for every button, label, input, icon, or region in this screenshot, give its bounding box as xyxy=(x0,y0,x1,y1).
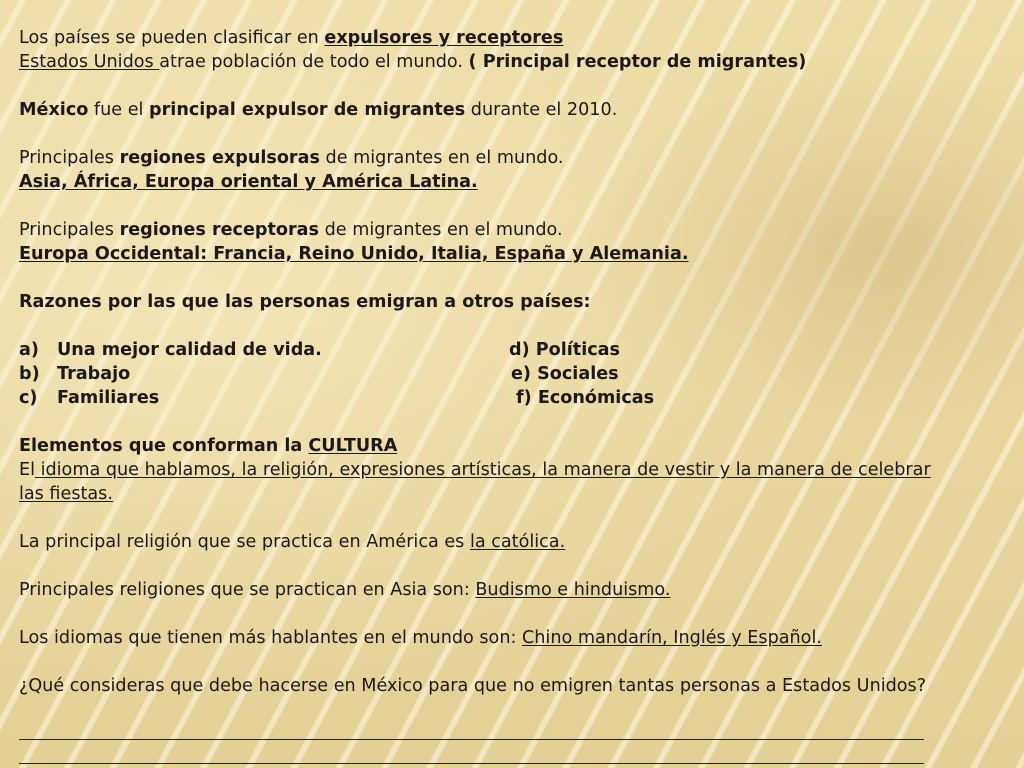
answer: Chino mandarín, Inglés y Español. xyxy=(522,628,822,648)
key-term: principal expulsor de migrantes xyxy=(149,100,466,120)
list-item: Trabajo xyxy=(57,364,131,384)
answer-line xyxy=(19,739,924,740)
country-name: Estados Unidos xyxy=(19,52,160,72)
text: atrae población de todo el mundo. xyxy=(159,52,469,72)
key-term: regiones receptoras xyxy=(119,220,320,240)
receptor-regions-answer xyxy=(19,242,1009,266)
text: Los idiomas que tienen más hablantes en el mundo son: xyxy=(19,628,522,648)
mexico-expulsor xyxy=(19,98,1009,122)
usa-receptor xyxy=(19,50,1009,74)
slide-content xyxy=(19,26,1009,698)
question xyxy=(19,674,959,698)
text: durante el 2010. xyxy=(465,100,618,120)
receptor-regions-heading xyxy=(19,218,1009,242)
list-item: Una mejor calidad de vida. xyxy=(57,340,322,360)
answer-line xyxy=(19,763,924,764)
reason-row xyxy=(19,362,1009,386)
text: de migrantes en el mundo. xyxy=(319,220,563,240)
question-text: ¿Qué consideras que debe hacerse en México para que no emigren tantas personas a Estados Unidos? xyxy=(19,676,927,696)
list-item: Familiares xyxy=(57,388,160,408)
text: Principales xyxy=(19,220,120,240)
culture-elements xyxy=(19,458,949,506)
answer: la católica. xyxy=(469,532,566,552)
text: Principales xyxy=(19,148,120,168)
languages xyxy=(19,626,1009,650)
list-letter: a) xyxy=(19,340,39,360)
answer: Asia, África, Europa oriental y América Latina. xyxy=(19,172,478,192)
key-term: expulsores y receptores xyxy=(324,28,564,48)
culture-heading xyxy=(19,434,1009,458)
text: Principales religiones que se practican en Asia son: xyxy=(19,580,476,600)
text: La principal religión que se practica en América es xyxy=(19,532,470,552)
countries-classification xyxy=(19,26,1009,50)
text: El xyxy=(19,460,36,480)
reason-row xyxy=(19,386,1009,410)
answer: Europa Occidental: Francia, Reino Unido, Italia, España y Alemania. xyxy=(19,244,689,264)
country-name: México xyxy=(19,100,89,120)
note: ( Principal receptor de migrantes) xyxy=(468,52,807,72)
answer: idioma que hablamos, la religión, expresiones artísticas, la manera de vestir y la manera de celebrar las fiestas. xyxy=(19,460,931,504)
text: de migrantes en el mundo. xyxy=(319,148,564,168)
list-item: e) Sociales xyxy=(511,364,619,384)
text: Los países se pueden clasificar en xyxy=(19,28,325,48)
expulsor-regions-heading xyxy=(19,146,1009,170)
key-term: regiones expulsoras xyxy=(119,148,320,168)
expulsor-regions-answer xyxy=(19,170,1009,194)
text: fue el xyxy=(88,100,150,120)
asia-religions xyxy=(19,578,1009,602)
reason-row xyxy=(19,338,1009,362)
list-letter: c) xyxy=(19,388,38,408)
america-religion xyxy=(19,530,1009,554)
key-term: CULTURA xyxy=(308,436,398,456)
heading: Razones por las que las personas emigran a otros países: xyxy=(19,292,591,312)
list-item: d) Políticas xyxy=(509,340,621,360)
heading: Elementos que conforman la xyxy=(19,436,309,456)
answer: Budismo e hinduismo. xyxy=(475,580,671,600)
reasons-heading xyxy=(19,290,1009,314)
list-item: f) Económicas xyxy=(516,388,655,408)
list-letter: b) xyxy=(19,364,40,384)
